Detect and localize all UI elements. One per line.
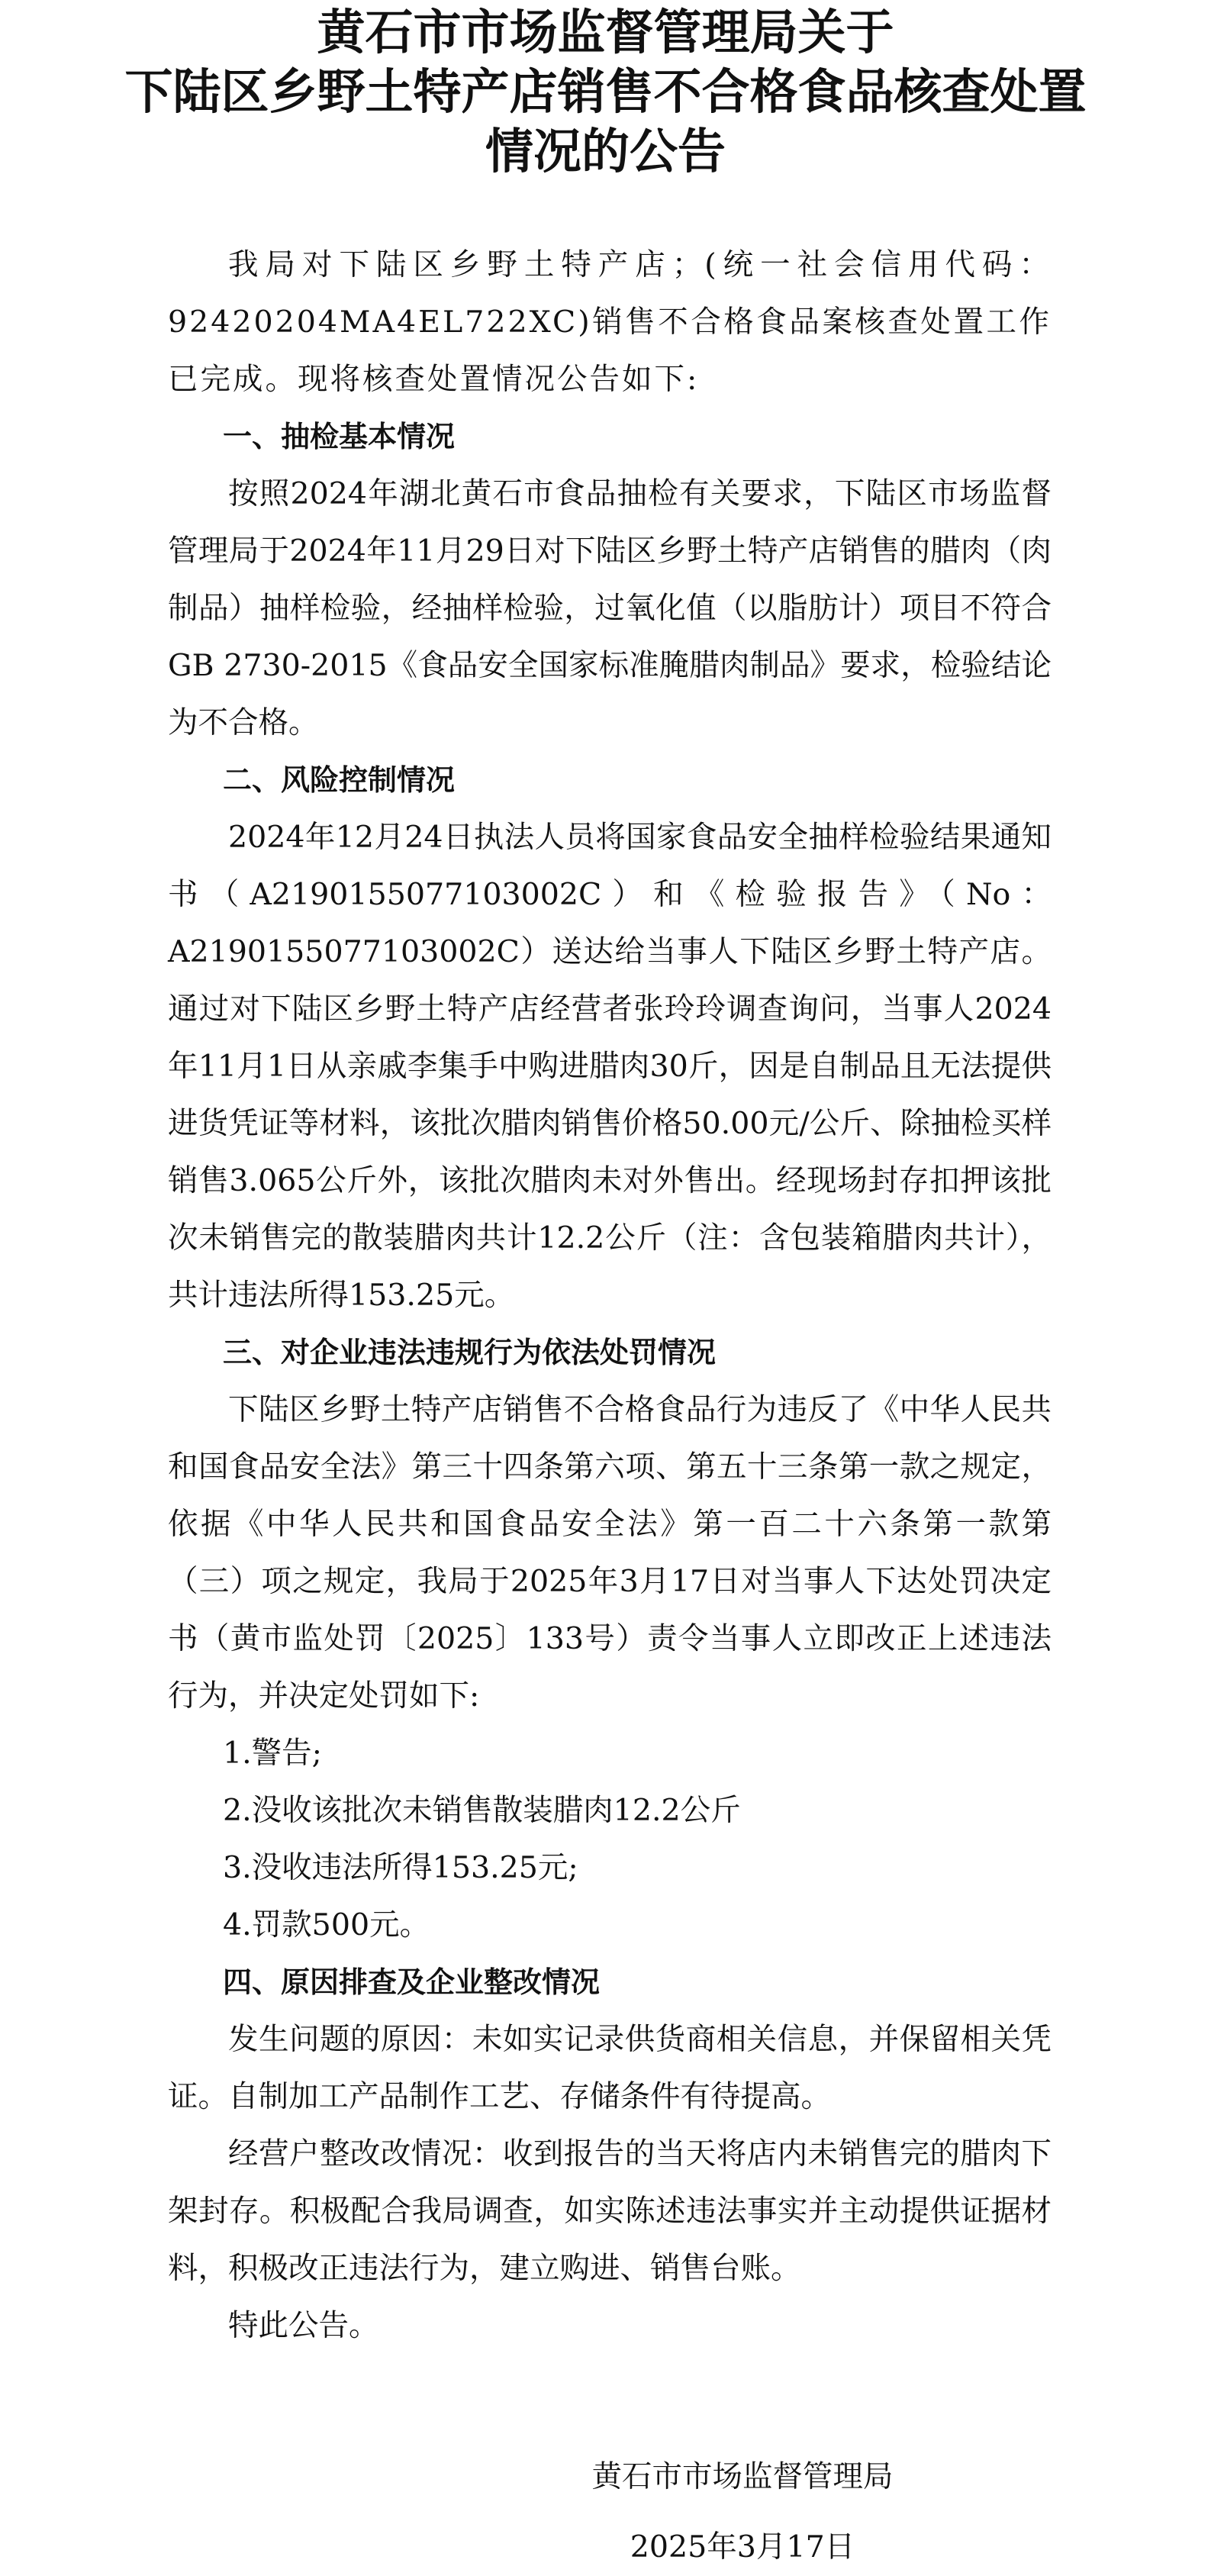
section-2-paragraph: 2024年12月24日执法人员将国家食品安全抽样检验结果通知书（A2190155077103002C）和《检验报告》（No：A2190155077103002C）送达给当事人下陆区乡野土特产店。通过对下陆区乡野土特产店经营者张玲玲调查询问，当事人2024年11月1日从亲戚李集手中购进腊肉30斤，因是自制品且无法提供进货凭证等材料，该批次腊肉销售价格50.00元/公斤、除抽检买样销售3.065公斤外，该批次腊肉未对外售出。经现场封存扣押该批次未销售完的散装腊肉共计12.2公斤（注：含包装箱腊肉共计），共计违法所得153.25元。 [168,820,1052,1313]
section-2-heading: 二、风险控制情况 [223,763,456,797]
penalty-item-4: 4.罚款500元。 [223,1907,430,1942]
intro-paragraph: 我局对下陆区乡野土特产店；(统一社会信用代码：92420204MA4EL722XC)销售不合格食品案核查处置工作已完成。现将核查处置情况公告如下: [168,247,1052,397]
closing-statement: 特此公告。 [228,2308,379,2343]
title-line-2: 下陆区乡野土特产店销售不合格食品核查处置 [124,64,1087,120]
section-1-paragraph: 按照2024年湖北黄石市食品抽检有关要求，下陆区市场监督管理局于2024年11月29日对下陆区乡野土特产店销售的腊肉（肉制品）抽样检验，经抽样检验，过氧化值（以脂肪计）项目不符合GB 2730-2015《食品安全国家标准腌腊肉制品》要求，检验结论为不合格。 [168,476,1052,740]
penalty-item-3: 3.没收违法所得153.25元; [223,1850,578,1885]
penalty-item-1: 1.警告; [223,1736,322,1771]
section-3-heading: 三、对企业违法违规行为依法处罚情况 [223,1336,717,1369]
title-line-1: 黄石市市场监督管理局关于 [317,5,894,60]
section-3-paragraph: 下陆区乡野土特产店销售不合格食品行为违反了《中华人民共和国食品安全法》第三十四条第六项、第五十三条第一款之规定，依据《中华人民共和国食品安全法》第一百二十六条第一款第（三）项之规定，我局于2025年3月17日对当事人下达处罚决定书（黄市监处罚〔2025〕133号）责令当事人立即改正上述违法行为，并决定处罚如下: [168,1392,1052,1714]
announcement-title [114,3,1097,182]
signature-date: 2025年3月17日 [630,2529,855,2565]
section-4-cause-paragraph: 发生问题的原因：未如实记录供货商相关信息，并保留相关凭证。自制加工产品制作工艺、存储条件有待提高。 [168,2022,1052,2114]
signature-organization: 黄石市市场监督管理局 [591,2459,894,2494]
announcement-body [168,237,1052,2355]
section-4-rectification-paragraph: 经营户整改改情况：收到报告的当天将店内未销售完的腊肉下架封存。积极配合我局调查，如实陈述违法事实并主动提供证据材料，积极改正违法行为，建立购进、销售台账。 [168,2136,1052,2286]
section-1-heading: 一、抽检基本情况 [223,420,456,453]
penalty-item-2: 2.没收该批次未销售散装腊肉12.2公斤 [223,1793,741,1828]
section-4-heading: 四、原因排查及企业整改情况 [223,1965,601,1999]
title-line-3: 情况的公告 [485,124,726,179]
